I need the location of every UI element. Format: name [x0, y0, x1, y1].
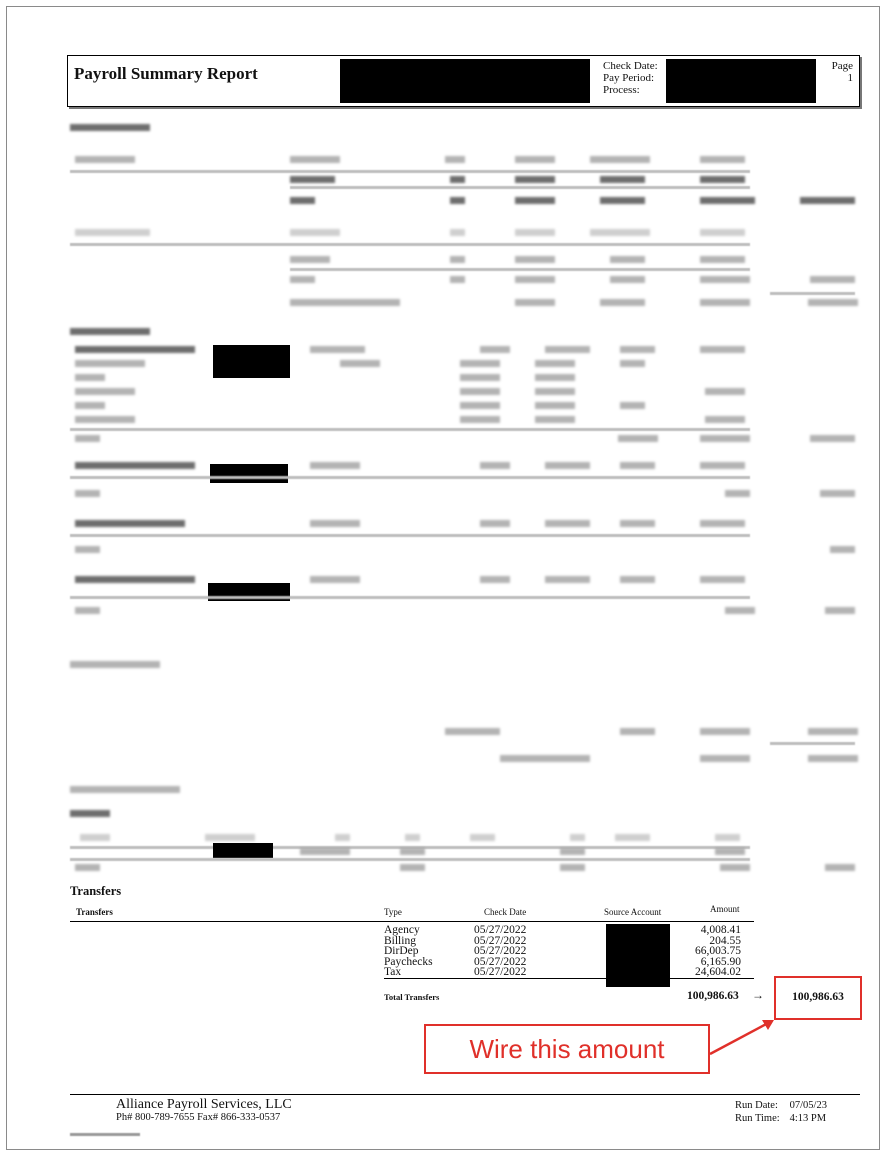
blurred-text	[75, 490, 100, 497]
blurred-rule	[70, 428, 750, 431]
blurred-text	[75, 374, 105, 381]
table-row	[384, 925, 754, 936]
blurred-text	[290, 276, 315, 283]
blurred-text	[470, 834, 495, 841]
blurred-text	[515, 256, 555, 263]
blurred-rule	[70, 243, 750, 246]
blurred-text	[705, 388, 745, 395]
blurred-text	[700, 346, 745, 353]
blurred-text	[545, 576, 590, 583]
blurred-text	[535, 388, 575, 395]
wire-callout	[424, 1024, 710, 1074]
blurred-text	[610, 256, 645, 263]
row-type: Tax	[384, 966, 402, 978]
blurred-rule	[770, 742, 855, 745]
right-arrow-icon: →	[752, 988, 764, 1002]
blurred-rule	[770, 292, 855, 295]
blurred-text	[450, 229, 465, 236]
header-rule	[70, 921, 754, 922]
blurred-text	[535, 416, 575, 423]
redaction-block	[210, 464, 288, 483]
blurred-text	[450, 197, 465, 204]
check-date-label: Check Date:	[603, 60, 658, 72]
blurred-text	[290, 229, 340, 236]
blurred-text	[310, 576, 360, 583]
process-label: Process:	[603, 84, 640, 96]
run-time-label: Run Time:	[735, 1113, 780, 1124]
redaction-block	[340, 59, 590, 103]
blurred-text	[310, 520, 360, 527]
blurred-text	[80, 834, 110, 841]
blurred-text	[820, 490, 855, 497]
pay-period-label: Pay Period:	[603, 72, 655, 84]
row-type: Billing	[384, 934, 416, 947]
blurred-text	[725, 607, 755, 614]
page-indicator	[832, 60, 853, 84]
blurred-section-heading	[70, 328, 150, 335]
transfers-title: Transfers	[70, 884, 122, 898]
redaction-block	[213, 345, 290, 378]
blurred-text	[290, 156, 340, 163]
blurred-text	[545, 462, 590, 469]
blurred-text	[535, 360, 575, 367]
redaction-block	[213, 843, 273, 858]
blurred-text	[700, 229, 745, 236]
wire-callout-text: Wire this amount	[469, 1034, 665, 1064]
blurred-text	[450, 176, 465, 183]
blurred-text	[808, 299, 858, 306]
blurred-text	[400, 864, 425, 871]
blurred-text	[480, 462, 510, 469]
blurred-text	[515, 156, 555, 163]
report-header	[67, 55, 860, 107]
blurred-text	[610, 276, 645, 283]
blurred-text	[700, 435, 750, 442]
blurred-text	[450, 276, 465, 283]
blurred-rule	[70, 170, 750, 173]
transfers-table	[384, 925, 754, 978]
blurred-text	[400, 848, 425, 855]
blurred-text	[450, 256, 465, 263]
blurred-text	[75, 576, 195, 583]
run-date-label: Run Date:	[735, 1100, 778, 1111]
blurred-text	[615, 834, 650, 841]
page-number: 1	[847, 72, 853, 84]
blurred-text	[720, 864, 750, 871]
blurred-text	[620, 346, 655, 353]
blurred-text	[700, 728, 750, 735]
blurred-text	[700, 755, 750, 762]
blurred-rule	[70, 476, 750, 479]
blurred-text	[290, 176, 335, 183]
blurred-text	[515, 276, 555, 283]
blurred-text	[340, 360, 380, 367]
blurred-text	[700, 176, 745, 183]
blurred-text	[480, 346, 510, 353]
blurred-text	[290, 299, 400, 306]
blurred-text	[725, 490, 750, 497]
wire-amount-highlight	[774, 976, 862, 1020]
blurred-text	[600, 299, 645, 306]
blurred-text	[75, 520, 185, 527]
blurred-text	[75, 416, 135, 423]
blurred-section-heading	[70, 810, 110, 817]
blurred-text	[290, 197, 315, 204]
blurred-text	[75, 402, 105, 409]
blurred-text	[515, 299, 555, 306]
blurred-text	[460, 388, 500, 395]
blurred-text	[825, 607, 855, 614]
run-time-value: 4:13 PM	[789, 1113, 827, 1124]
col-header-transfers: Transfers	[76, 907, 113, 917]
col-header-type: Type	[384, 907, 402, 917]
blurred-text	[620, 360, 645, 367]
blurred-text	[460, 360, 500, 367]
blurred-footer-code	[70, 1133, 140, 1136]
blurred-text	[290, 256, 330, 263]
report-title: Payroll Summary Report	[74, 64, 258, 83]
blurred-text	[810, 435, 855, 442]
blurred-text	[75, 435, 100, 442]
row-check-date: 05/27/2022	[474, 966, 527, 978]
wire-amount-value: 100,986.63	[792, 991, 844, 1003]
table-row	[384, 946, 754, 957]
row-type: Paychecks	[384, 955, 433, 968]
blurred-text	[75, 546, 100, 553]
blurred-section-heading	[70, 786, 180, 793]
blurred-text	[75, 360, 145, 367]
blurred-text	[590, 156, 650, 163]
blurred-text	[205, 834, 255, 841]
company-name: Alliance Payroll Services, LLC	[116, 1097, 292, 1112]
blurred-text	[460, 416, 500, 423]
blurred-text	[480, 520, 510, 527]
blurred-text	[560, 864, 585, 871]
run-info	[735, 1099, 827, 1125]
total-rule	[384, 978, 754, 979]
blurred-section-heading	[70, 661, 160, 668]
blurred-text	[75, 864, 100, 871]
blurred-text	[545, 520, 590, 527]
blurred-text	[310, 462, 360, 469]
blurred-text	[700, 576, 745, 583]
blurred-text	[620, 520, 655, 527]
blurred-text	[75, 462, 195, 469]
blurred-text	[515, 197, 555, 204]
blurred-text	[810, 276, 855, 283]
blurred-text	[460, 374, 500, 381]
blurred-text	[620, 728, 655, 735]
redaction-block	[666, 59, 816, 103]
blurred-text	[620, 402, 645, 409]
blurred-text	[310, 346, 365, 353]
blurred-text	[700, 256, 745, 263]
blurred-text	[445, 728, 500, 735]
table-row	[384, 967, 754, 978]
row-check-date: 05/27/2022	[474, 945, 527, 957]
blurred-text	[700, 276, 750, 283]
blurred-rule	[70, 596, 750, 599]
blurred-text	[75, 156, 135, 163]
blurred-text	[700, 520, 745, 527]
blurred-text	[600, 176, 645, 183]
blurred-text	[620, 576, 655, 583]
blurred-text	[808, 755, 858, 762]
col-header-amount: Amount	[710, 904, 740, 914]
blurred-text	[700, 156, 745, 163]
blurred-text	[590, 229, 650, 236]
blurred-text	[715, 848, 745, 855]
run-time-row	[735, 1112, 827, 1125]
blurred-text	[700, 197, 755, 204]
blurred-text	[620, 462, 655, 469]
row-amount: 6,165.90	[700, 955, 741, 968]
blurred-text	[825, 864, 855, 871]
run-date-value: 07/05/23	[789, 1100, 827, 1111]
company-contact: Ph# 800-789-7655 Fax# 866-333-0537	[116, 1112, 281, 1123]
blurred-rule	[70, 534, 750, 537]
blurred-text	[500, 755, 590, 762]
blurred-text	[800, 197, 855, 204]
blurred-text	[618, 435, 658, 442]
blurred-text	[75, 388, 135, 395]
blurred-text	[515, 176, 555, 183]
page-label: Page	[831, 60, 853, 72]
blurred-text	[535, 374, 575, 381]
total-transfers-amount: 100,986.63	[687, 990, 739, 1002]
row-type: Agency	[384, 924, 420, 936]
total-transfers-label: Total Transfers	[384, 992, 440, 1002]
blurred-text	[75, 229, 150, 236]
blurred-text	[830, 546, 855, 553]
row-type: DirDep	[384, 945, 419, 957]
blurred-text	[300, 848, 350, 855]
blurred-text	[480, 576, 510, 583]
row-amount: 204.55	[709, 934, 741, 947]
blurred-text	[560, 848, 585, 855]
blurred-text	[535, 402, 575, 409]
blurred-rule	[290, 186, 750, 189]
row-check-date: 05/27/2022	[474, 955, 527, 968]
header-labels	[603, 60, 658, 96]
blurred-text	[700, 462, 745, 469]
blurred-text	[715, 834, 740, 841]
blurred-text	[545, 346, 590, 353]
callout-arrow-icon	[700, 1008, 780, 1068]
blurred-text	[705, 416, 745, 423]
row-check-date: 05/27/2022	[474, 934, 527, 947]
blurred-text	[570, 834, 585, 841]
col-header-source-account: Source Account	[604, 907, 662, 917]
blurred-text	[600, 197, 645, 204]
blurred-text	[405, 834, 420, 841]
row-check-date: 05/27/2022	[474, 924, 527, 936]
blurred-text	[75, 346, 195, 353]
row-amount: 4,008.41	[700, 924, 741, 936]
blurred-text	[460, 402, 500, 409]
blurred-text	[515, 229, 555, 236]
blurred-text	[808, 728, 858, 735]
blurred-text	[445, 156, 465, 163]
blurred-text	[335, 834, 350, 841]
row-amount: 24,604.02	[695, 966, 741, 978]
row-amount: 66,003.75	[695, 945, 741, 957]
blurred-rule	[70, 858, 750, 861]
blurred-rule	[290, 268, 750, 271]
blurred-text	[700, 299, 750, 306]
col-header-check-date: Check Date	[484, 907, 527, 917]
blurred-text	[75, 607, 100, 614]
run-date-row	[735, 1099, 827, 1112]
footer-rule	[70, 1094, 860, 1095]
blurred-section-heading	[70, 124, 150, 131]
